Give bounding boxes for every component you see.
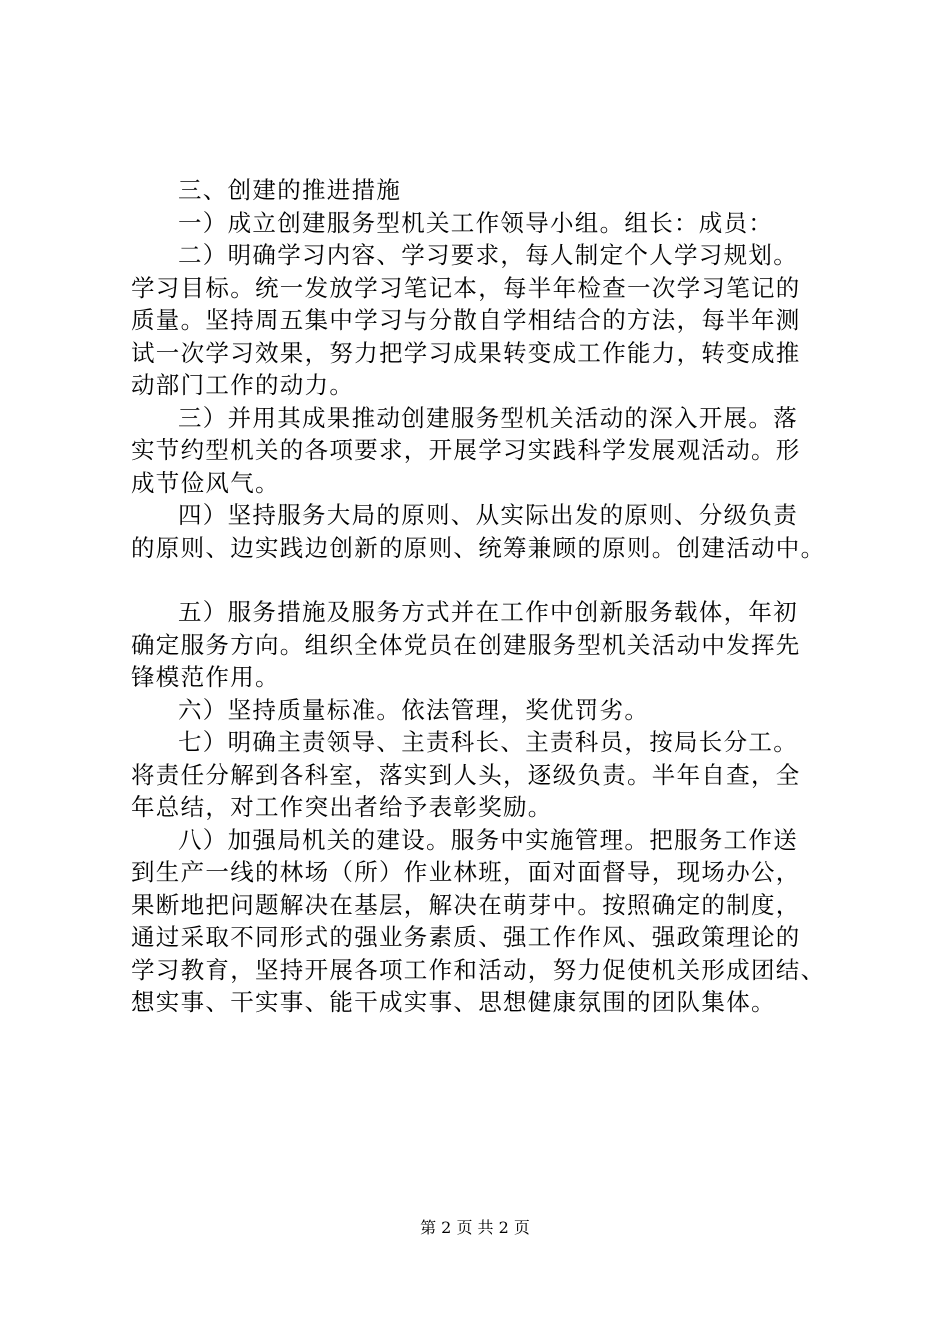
paragraph-line: 四）坚持服务大局的原则、从实际出发的原则、分级负责 bbox=[178, 501, 798, 529]
section-heading: 三、创建的推进措施 bbox=[178, 176, 402, 204]
paragraph-line: 通过采取不同形式的强业务素质、强工作作风、强政策理论的 bbox=[131, 923, 801, 951]
paragraph-line: 一）成立创建服务型机关工作领导小组。组长：成员： bbox=[178, 208, 774, 237]
page-footer: 第 2 页 共 2 页 bbox=[420, 1218, 530, 1237]
paragraph-line: 质量。坚持周五集中学习与分散自学相结合的方法，每半年测 bbox=[131, 306, 801, 334]
paragraph-line: 二）明确学习内容、学习要求，每人制定个人学习规划。 bbox=[178, 241, 798, 269]
paragraph-line: 三）并用其成果推动创建服务型机关活动的深入开展。落 bbox=[178, 403, 798, 432]
paragraph-line: 八）加强局机关的建设。服务中实施管理。把服务工作送 bbox=[178, 825, 798, 854]
paragraph-line: 想实事、干实事、能干成实事、思想健康氛围的团队集体。 bbox=[131, 988, 776, 1016]
paragraph-gap bbox=[131, 564, 821, 596]
paragraph-line: 果断地把问题解决在基层，解决在萌芽中。按照确定的制度， bbox=[131, 890, 801, 919]
paragraph-line: 试一次学习效果，努力把学习成果转变成工作能力，转变成推 bbox=[131, 338, 801, 367]
paragraph-line: 锋模范作用。 bbox=[131, 663, 280, 691]
paragraph-line: 确定服务方向。组织全体党员在创建服务型机关活动中发挥先 bbox=[131, 630, 801, 659]
paragraph-line: 的原则、边实践边创新的原则、统筹兼顾的原则。创建活动中。 bbox=[131, 533, 826, 562]
paragraph-line: 成节俭风气。 bbox=[131, 468, 280, 497]
paragraph-line: 实节约型机关的各项要求，开展学习实践科学发展观活动。形 bbox=[131, 436, 801, 464]
paragraph-line: 六）坚持质量标准。依法管理，奖优罚劣。 bbox=[178, 695, 650, 724]
paragraph-line: 动部门工作的动力。 bbox=[131, 371, 355, 399]
paragraph-line: 七）明确主责领导、主责科长、主责科员，按局长分工。 bbox=[178, 728, 798, 756]
paragraph-line: 五）服务措施及服务方式并在工作中创新服务载体，年初 bbox=[178, 598, 798, 626]
paragraph-line: 将责任分解到各科室，落实到人头，逐级负责。半年自查，全 bbox=[131, 760, 801, 789]
paragraph-line: 年总结，对工作突出者给予表彰奖励。 bbox=[131, 793, 553, 821]
paragraph-line: 到生产一线的林场（所）作业林班，面对面督导，现场办公， bbox=[131, 858, 801, 886]
document-body bbox=[131, 174, 826, 1019]
paragraph-line: 学习教育，坚持开展各项工作和活动，努力促使机关形成团结、 bbox=[131, 955, 826, 984]
paragraph-line: 学习目标。统一发放学习笔记本，每半年检查一次学习笔记的 bbox=[131, 273, 801, 302]
